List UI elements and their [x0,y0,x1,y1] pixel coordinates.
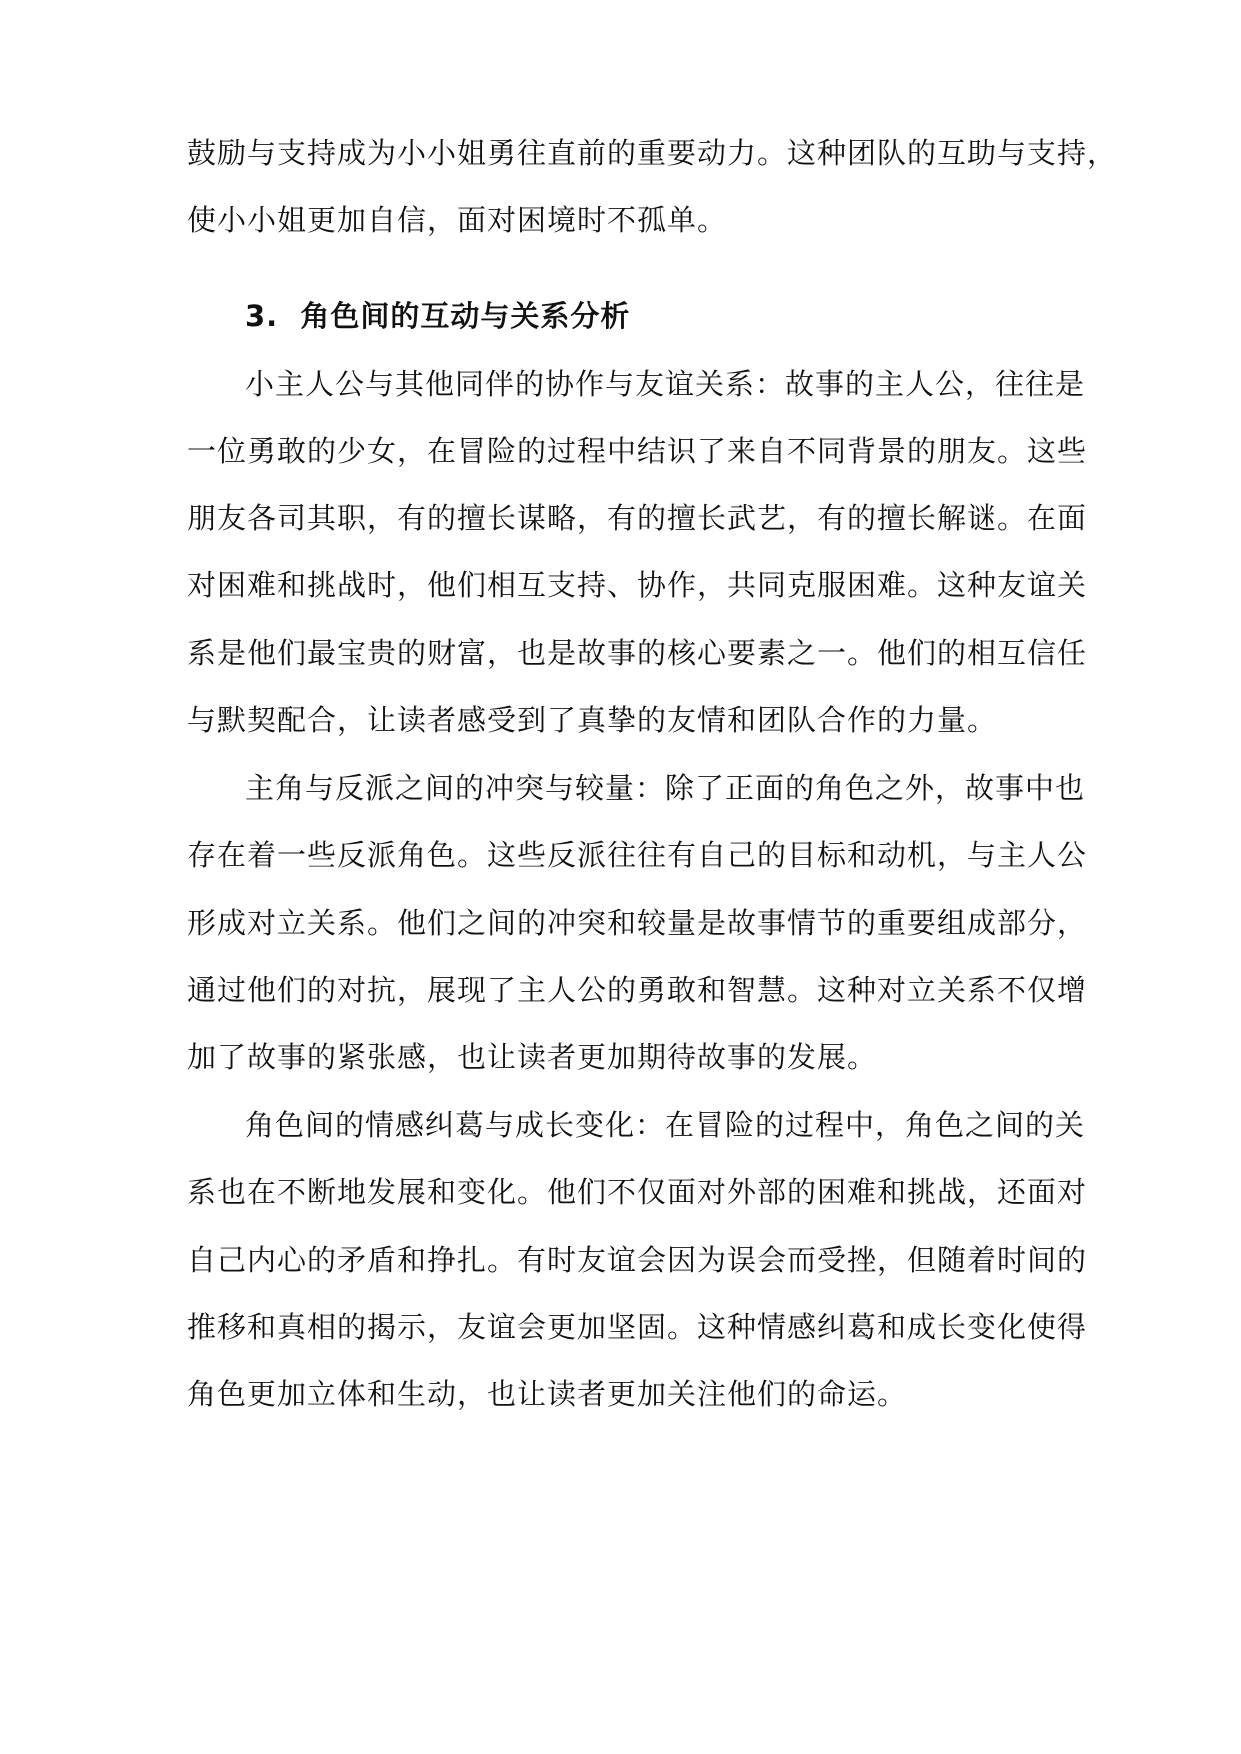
paragraph-2-line-4: 通过他们的对抗，展现了主人公的勇敢和智慧。这种对立关系不仅增 [187,973,1088,1007]
paragraph-1-line-1: 小主人公与其他同伴的协作与友谊关系：故事的主人公，往往是 [245,367,1086,401]
section-number: 3. [245,299,279,333]
section-title: 角色间的互动与关系分析 [300,299,631,333]
paragraph-3-line-1: 角色间的情感纠葛与成长变化：在冒险的过程中，角色之间的关 [245,1108,1086,1142]
paragraph-1-line-5: 系是他们最宝贵的财富，也是故事的核心要素之一。他们的相互信任 [187,636,1088,670]
paragraph-3-line-5: 角色更加立体和生动，也让读者更加关注他们的命运。 [187,1377,908,1411]
paragraph-2-line-2: 存在着一些反派角色。这些反派往往有自己的目标和动机，与主人公 [187,838,1088,872]
paragraph-2-line-1: 主角与反派之间的冲突与较量：除了正面的角色之外，故事中也 [245,771,1086,805]
intro-line-1: 鼓励与支持成为小小姐勇往直前的重要动力。这种团队的互助与支持， [187,136,1118,170]
paragraph-2-line-3: 形成对立关系。他们之间的冲突和较量是故事情节的重要组成部分， [187,906,1088,940]
paragraph-3-line-2: 系也在不断地发展和变化。他们不仅面对外部的困难和挑战，还面对 [187,1175,1088,1209]
paragraph-1-line-4: 对困难和挑战时，他们相互支持、协作，共同克服困难。这种友谊关 [187,568,1088,602]
paragraph-3-line-3: 自己内心的矛盾和挣扎。有时友谊会因为误会而受挫，但随着时间的 [187,1243,1088,1277]
section-heading [245,296,630,336]
paragraph-1-line-2: 一位勇敢的少女，在冒险的过程中结识了来自不同背景的朋友。这些 [187,434,1088,468]
intro-line-2: 使小小姐更加自信，面对困境时不孤单。 [187,203,728,237]
paragraph-1-line-6: 与默契配合，让读者感受到了真挚的友情和团队合作的力量。 [187,703,998,737]
paragraph-2-line-5: 加了故事的紧张感，也让读者更加期待故事的发展。 [187,1040,878,1074]
paragraph-1-line-3: 朋友各司其职，有的擅长谋略，有的擅长武艺，有的擅长解谜。在面 [187,501,1088,535]
paragraph-3-line-4: 推移和真相的揭示，友谊会更加坚固。这种情感纠葛和成长变化使得 [187,1310,1088,1344]
